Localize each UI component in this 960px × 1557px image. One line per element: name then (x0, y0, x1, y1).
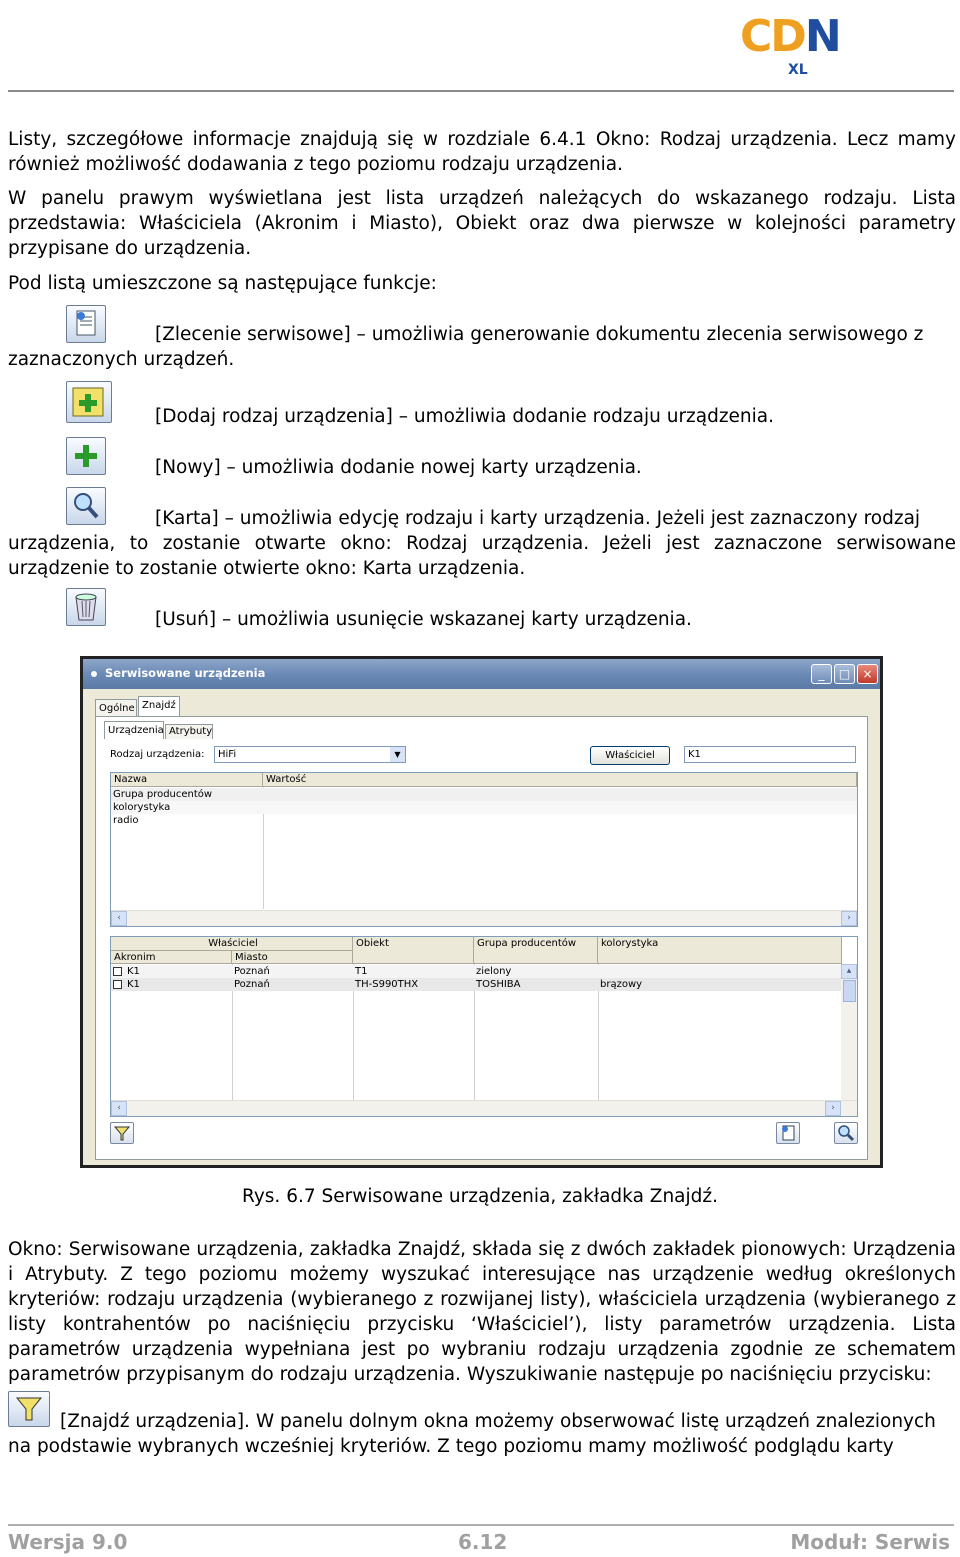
find-tab-panel (95, 716, 868, 1160)
paragraph-1: Listy, szczegółowe informacje znajdują się w rozdziale 6.4.1 Okno: Rodzaj urządzenia. Lecz mamy również możliwość dodawania z tego poziomu rodzaju urządzenia. (8, 129, 956, 175)
footer-module: Moduł: Serwis (790, 1530, 950, 1554)
parameters-grid[interactable] (110, 772, 858, 927)
column-header-object[interactable]: Obiekt (353, 937, 474, 964)
cell-acronym: K1 (127, 979, 140, 990)
devices-grid[interactable] (110, 936, 858, 1117)
cell-group: TOSHIBA (476, 979, 521, 990)
cell-object: T1 (355, 966, 368, 977)
minimize-icon[interactable]: _ (811, 664, 832, 684)
cell-group: zielony (476, 966, 512, 977)
serviced-devices-window (80, 656, 883, 1168)
tab-general[interactable]: Ogólne (95, 699, 137, 717)
horizontal-scrollbar[interactable] (111, 910, 857, 926)
function-delete: [Usuń] – umożliwia usunięcie wskazanej karty urządzenia. (155, 609, 692, 630)
function-add-type: [Dodaj rodzaj urządzenia] – umożliwia dodanie rodzaju urządzenia. (155, 406, 775, 427)
service-order-button[interactable] (776, 1122, 800, 1144)
magnifier-icon[interactable] (66, 487, 106, 525)
cell-city: Poznań (234, 979, 270, 990)
table-row[interactable]: Grupa producentów (111, 788, 858, 801)
logo-sub: XL (788, 62, 808, 78)
cell-city: Poznań (234, 966, 270, 977)
footer-page: 6.12 (458, 1530, 508, 1554)
window-titlebar (83, 659, 880, 689)
row-checkbox[interactable] (113, 980, 122, 989)
header-divider (8, 90, 954, 92)
device-type-value: HiFi (218, 749, 237, 760)
scroll-thumb[interactable] (843, 980, 856, 1002)
maximize-icon[interactable]: □ (834, 664, 855, 684)
paragraph-3: Pod listą umieszczone są następujące funkcje: (8, 273, 437, 294)
device-type-select[interactable] (214, 746, 406, 763)
cell-acronym: K1 (127, 966, 140, 977)
scroll-right-icon[interactable]: › (825, 1101, 841, 1116)
function-card-cont: urządzenia, to zostanie otwarte okno: Rodzaj urządzenia. Jeżeli jest zaznaczone serwisowane urządzenie to zostanie otwierte okno: Karta urządzenia. (8, 533, 956, 579)
scroll-left-icon[interactable]: ‹ (111, 1101, 127, 1116)
function-new: [Nowy] – umożliwia dodanie nowej karty urządzenia. (155, 457, 642, 478)
trash-icon[interactable] (66, 588, 106, 626)
tab-find[interactable]: Znajdź (138, 696, 180, 717)
function-card: [Karta] – umożliwia edycję rodzaju i karty urządzenia. Jeżeli jest zaznaczony rodzaj (155, 508, 921, 529)
service-order-icon[interactable] (66, 305, 106, 343)
close-icon[interactable]: × (857, 664, 878, 684)
column-group-owner[interactable]: Właściciel (111, 937, 353, 951)
table-row[interactable] (111, 978, 842, 991)
footer-divider (8, 1524, 954, 1526)
column-header-name[interactable]: Nazwa (111, 773, 263, 787)
table-row[interactable]: kolorystyka (111, 801, 858, 814)
window-title: Serwisowane urządzenia (105, 666, 266, 680)
device-type-label: Rodzaj urządzenia: (110, 749, 205, 760)
paragraph-4: Okno: Serwisowane urządzenia, zakładka Znajdź, składa się z dwóch zakładek pionowych: Urządzenia i Atrybuty. Z tego poziomu możemy wyszukać interesujące nas urządzenie według określonych kryteriów: rodzaju urządzenia (wybieranego z rozwijanej listy), właściciela urządzenia (wybieranego z listy kontrahentów po naciśnięciu przycisku ‘Właściciel’), listy parametrów urządzenia. Lista parametrów urządzenia wypełniana jest po wybraniu rodzaju urządzenia zgodnie ze schematem parametrów przypisanym do rodzaju urządzenia. Wyszukiwanie następuje po naciśnięciu przycisku: (8, 1239, 956, 1385)
find-devices-icon[interactable] (8, 1391, 50, 1427)
vertical-scrollbar[interactable] (841, 964, 857, 1100)
cell-object: TH-S990THX (355, 979, 419, 990)
figure-caption: Rys. 6.7 Serwisowane urządzenia, zakładka Znajdź. (242, 1186, 718, 1207)
add-type-icon[interactable] (66, 381, 112, 423)
subtab-devices[interactable]: Urządzenia (104, 721, 164, 739)
subtab-attributes[interactable]: Atrybuty (165, 724, 213, 739)
window-icon (91, 671, 97, 677)
table-row[interactable]: radio (113, 815, 139, 826)
scroll-right-icon[interactable]: › (841, 911, 857, 926)
scroll-up-icon[interactable]: ▴ (841, 964, 857, 979)
scroll-left-icon[interactable]: ‹ (111, 911, 127, 926)
column-header-acronym[interactable]: Akronim (111, 951, 232, 964)
find-devices-button[interactable] (110, 1122, 134, 1144)
paragraph-2: W panelu prawym wyświetlana jest lista urządzeń należących do wskazanego rodzaju. Lista przedstawia: Właściciela (Akronim i Miasto), Obiekt oraz dwa pierwsze w kolejności parametry przypisane do urządzenia. (8, 188, 956, 259)
card-button[interactable] (834, 1122, 858, 1144)
paragraph-5a: [Znajdź urządzenia]. W panelu dolnym okna możemy obserwować listę urządzeń znalezionych (60, 1411, 936, 1432)
column-header-value[interactable]: Wartość (263, 773, 857, 787)
function-service-order: [Zlecenie serwisowe] – umożliwia generowanie dokumentu zlecenia serwisowego z (155, 324, 924, 345)
column-header-color[interactable]: kolorystyka (598, 937, 842, 964)
function-service-order-cont: zaznaczonych urządzeń. (8, 349, 235, 370)
cdn-logo: CDN XL (740, 11, 840, 78)
plus-icon[interactable] (66, 437, 106, 475)
column-header-group[interactable]: Grupa producentów (474, 937, 598, 964)
owner-field[interactable]: K1 (684, 746, 856, 763)
footer-version: Wersja 9.0 (8, 1530, 128, 1554)
column-header-city[interactable]: Miasto (232, 951, 353, 964)
owner-button[interactable]: Właściciel (590, 746, 670, 765)
horizontal-scrollbar[interactable] (111, 1100, 857, 1116)
paragraph-5b: na podstawie wybranych wcześniej kryteriów. Z tego poziomu mamy możliwość podglądu karty (8, 1436, 894, 1457)
cell-color: brązowy (600, 979, 643, 990)
chevron-down-icon[interactable]: ▼ (390, 747, 405, 762)
row-checkbox[interactable] (113, 967, 122, 976)
table-row[interactable] (111, 965, 842, 978)
